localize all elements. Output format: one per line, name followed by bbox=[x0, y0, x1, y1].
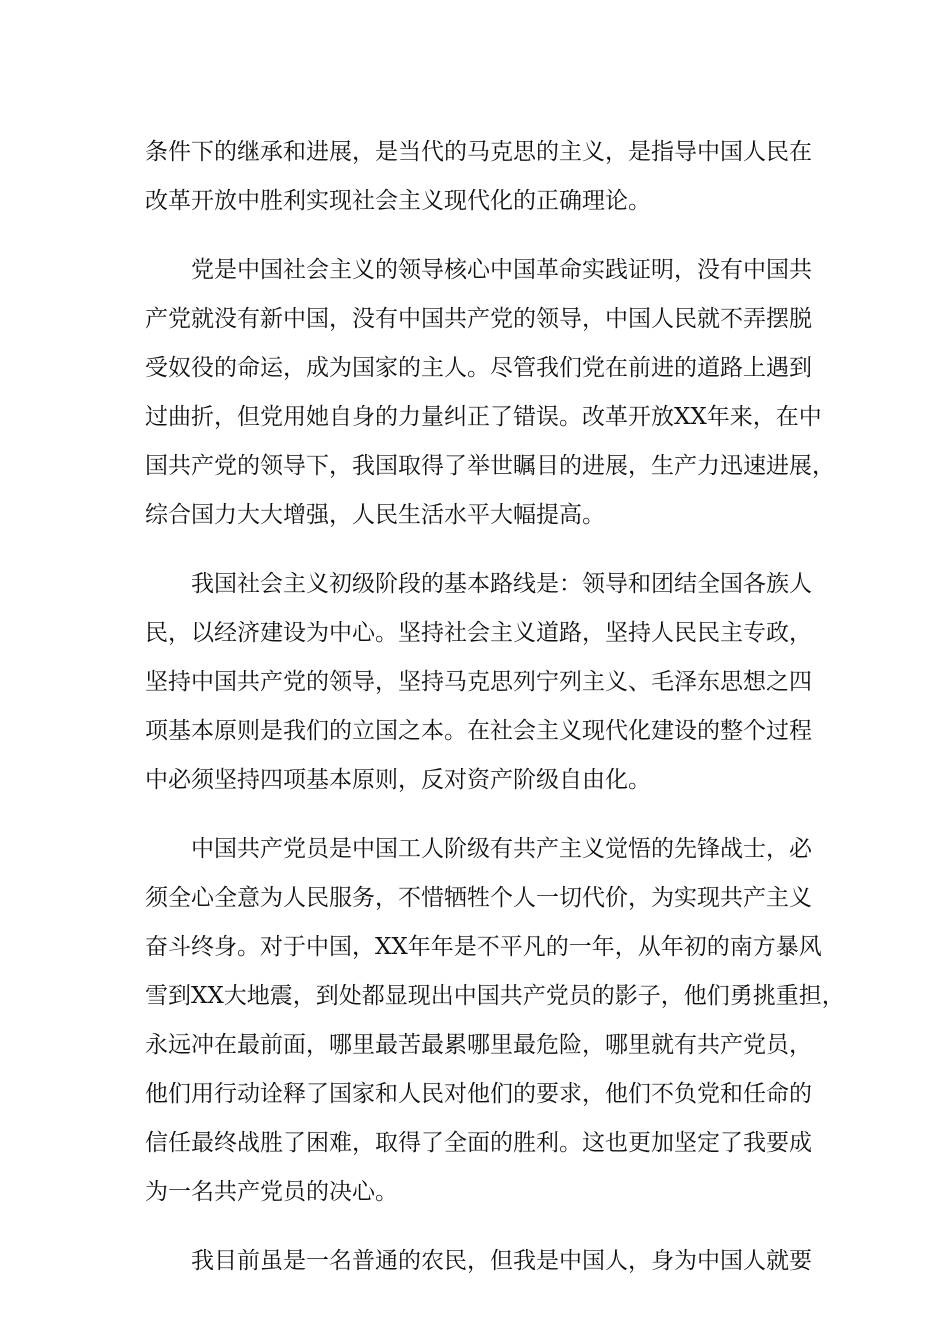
paragraph bbox=[145, 246, 835, 540]
text-line: 为一名共产党员的决心。 bbox=[145, 1179, 398, 1205]
text-line: 奋斗终身。对于中国，XX年年是不平凡的一年，从年初的南方暴风 bbox=[145, 934, 822, 960]
text-line: 受奴役的命运，成为国家的主人。尽管我们党在前进的道路上遇到 bbox=[145, 355, 812, 381]
paragraph bbox=[145, 128, 825, 226]
text-line: 他们用行动诠释了国家和人民对他们的要求，他们不负党和任命的 bbox=[145, 1081, 812, 1107]
text-line: 项基本原则是我们的立国之本。在社会主义现代化建设的整个过程 bbox=[145, 718, 812, 744]
text-line: 综合国力大大增强，人民生活水平大幅提高。 bbox=[145, 502, 605, 528]
text-line: 我国社会主义初级阶段的基本路线是：领导和团结全国各族人 bbox=[191, 571, 812, 597]
text-line: 雪到XX大地震，到处都显现出中国共产党员的影子，他们勇挑重担， bbox=[145, 983, 845, 1009]
text-line: 中国共产党员是中国工人阶级有共产主义觉悟的先锋战士，必 bbox=[191, 836, 812, 862]
text-line: 我目前虽是一名普通的农民，但我是中国人，身为中国人就要 bbox=[191, 1248, 812, 1274]
text-line: 条件下的继承和进展，是当代的马克思的主义，是指导中国人民在 bbox=[145, 139, 812, 165]
text-line: 中必须坚持四项基本原则，反对资产阶级自由化。 bbox=[145, 767, 651, 793]
paragraph bbox=[145, 825, 845, 1217]
text-line: 坚持中国共产党的领导，坚持马克思列宁列主义、毛泽东思想之四 bbox=[145, 669, 812, 695]
text-line: 民，以经济建设为中心。坚持社会主义道路，坚持人民民主专政， bbox=[145, 620, 812, 646]
text-line: 永远冲在最前面，哪里最苦最累哪里最危险，哪里就有共产党员， bbox=[145, 1032, 812, 1058]
text-line: 产党就没有新中国，没有中国共产党的领导，中国人民就不弄摆脱 bbox=[145, 306, 812, 332]
text-line: 改革开放中胜利实现社会主义现代化的正确理论。 bbox=[145, 188, 651, 214]
paragraph bbox=[145, 1237, 825, 1286]
text-line: 信任最终战胜了困难，取得了全面的胜利。这也更加坚定了我要成 bbox=[145, 1130, 812, 1156]
text-line: 须全心全意为人民服务，不惜牺牲个人一切代价，为实现共产主义 bbox=[145, 885, 812, 911]
text-line: 国共产党的领导下，我国取得了举世瞩目的进展，生产力迅速进展， bbox=[145, 453, 835, 479]
paragraph bbox=[145, 560, 825, 805]
text-line: 党是中国社会主义的领导核心中国革命实践证明，没有中国共 bbox=[191, 257, 812, 283]
text-line: 过曲折，但党用她自身的力量纠正了错误。改革开放XX年来，在中 bbox=[145, 404, 822, 430]
document-body bbox=[145, 128, 845, 1286]
